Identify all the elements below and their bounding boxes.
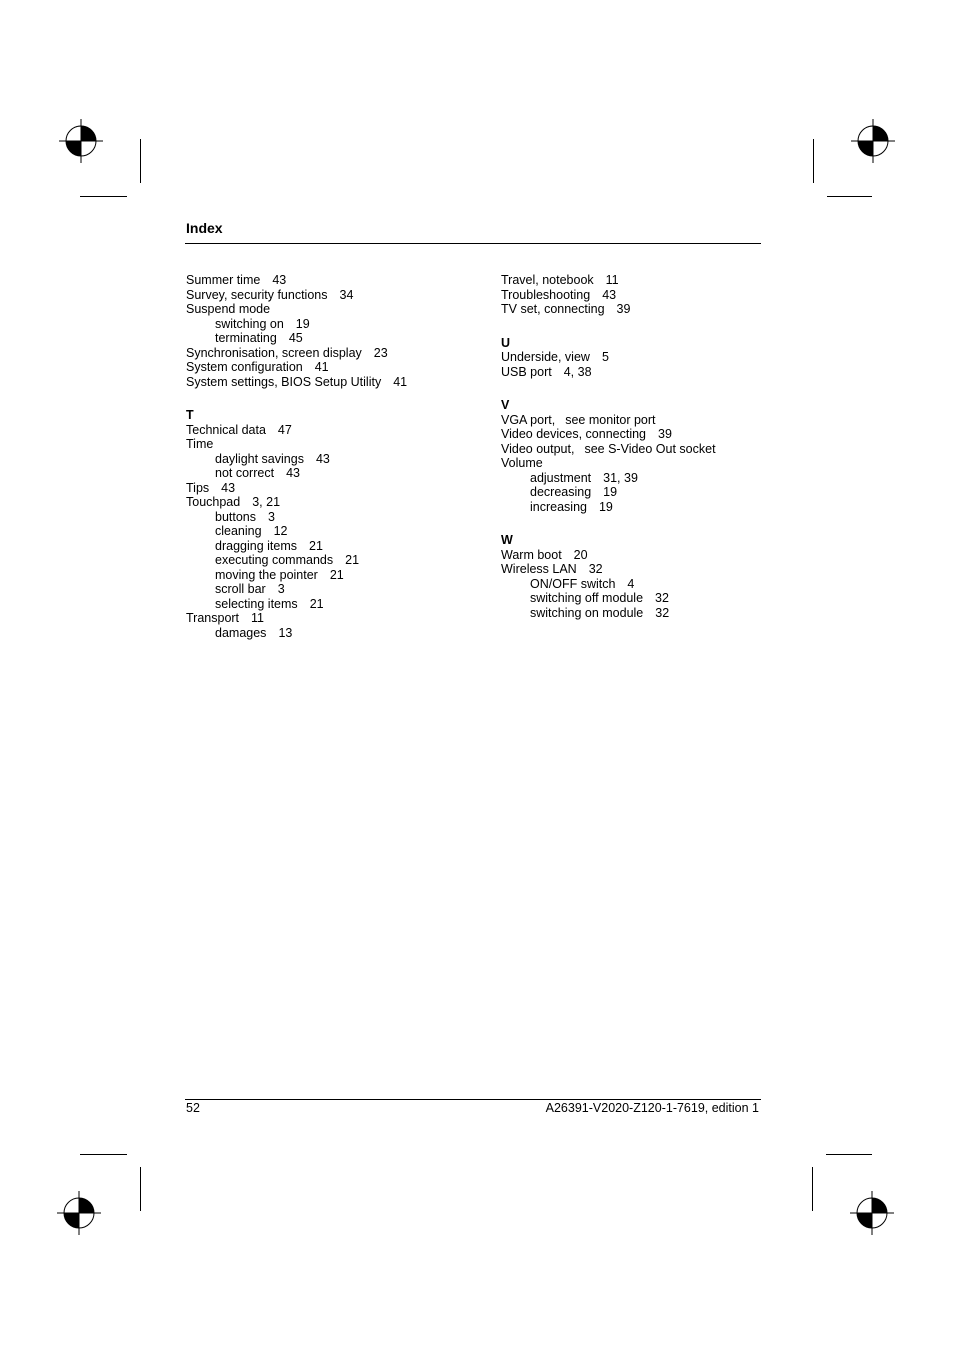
index-page-ref: 39 bbox=[658, 427, 672, 441]
index-subentry bbox=[186, 331, 486, 346]
index-subentry bbox=[186, 539, 486, 554]
index-term: Underside, view bbox=[501, 350, 590, 364]
index-see-reference: see S-Video Out socket bbox=[584, 441, 716, 456]
index-term: Troubleshooting bbox=[501, 287, 591, 302]
index-page-ref: 41 bbox=[393, 374, 408, 389]
index-page-ref: 39 bbox=[616, 302, 631, 316]
index-term: System settings, BIOS Setup Utility bbox=[186, 374, 382, 389]
index-subentry bbox=[186, 466, 486, 481]
crop-mark bbox=[812, 1167, 813, 1211]
index-term: damages bbox=[215, 625, 267, 640]
index-page-ref: 34 bbox=[339, 287, 354, 302]
index-see-reference: see monitor port bbox=[565, 412, 656, 427]
index-letter-heading: V bbox=[501, 398, 510, 412]
index-entry bbox=[186, 302, 486, 317]
index-page-ref: 43 bbox=[286, 466, 300, 480]
index-page-ref: 32 bbox=[655, 591, 669, 605]
index-page-ref: 23 bbox=[373, 345, 388, 360]
index-letter-heading: W bbox=[501, 533, 513, 547]
crop-mark bbox=[80, 1154, 127, 1155]
index-term: moving the pointer bbox=[215, 567, 318, 582]
index-page-ref: 20 bbox=[573, 547, 588, 562]
index-term: Time bbox=[186, 437, 214, 451]
crop-mark bbox=[826, 1154, 872, 1155]
index-entry bbox=[186, 495, 486, 510]
index-page-ref: 4, 38 bbox=[563, 364, 592, 379]
index-term: daylight savings bbox=[215, 451, 304, 466]
index-term: System configuration bbox=[186, 360, 303, 374]
index-entry bbox=[186, 611, 486, 626]
index-term: buttons bbox=[215, 509, 257, 524]
index-term: increasing bbox=[530, 499, 587, 514]
index-subentry bbox=[186, 317, 486, 332]
crop-mark bbox=[827, 196, 872, 197]
index-term: executing commands bbox=[215, 553, 334, 567]
index-entry bbox=[186, 360, 486, 375]
index-page-ref: 19 bbox=[295, 316, 310, 331]
registration-mark-icon bbox=[850, 1191, 894, 1235]
index-entry bbox=[501, 288, 761, 303]
index-page-ref: 12 bbox=[273, 524, 288, 538]
index-term: Summer time bbox=[186, 273, 261, 287]
index-term: switching on bbox=[215, 316, 284, 331]
index-page-ref: 43 bbox=[272, 273, 287, 287]
index-entry bbox=[186, 288, 486, 303]
index-entry bbox=[501, 302, 761, 317]
index-page-ref: 19 bbox=[598, 499, 613, 514]
index-subentry bbox=[186, 568, 486, 583]
index-page-ref: 21 bbox=[309, 538, 323, 553]
index-column-right bbox=[501, 273, 761, 620]
index-entry bbox=[501, 350, 761, 365]
index-page-ref: 41 bbox=[314, 360, 329, 374]
index-entry bbox=[501, 273, 761, 288]
header-rule bbox=[185, 243, 761, 244]
index-page-ref: 21 bbox=[309, 596, 324, 611]
index-page-ref: 31, 39 bbox=[603, 470, 638, 485]
index-page-ref: 43 bbox=[315, 451, 330, 466]
index-term: Warm boot bbox=[501, 547, 562, 562]
index-subentry bbox=[501, 591, 761, 606]
index-term: USB port bbox=[501, 364, 552, 379]
index-column-left bbox=[186, 273, 486, 640]
crop-mark bbox=[813, 139, 814, 183]
index-page-ref: 47 bbox=[277, 422, 292, 437]
index-term: scroll bar bbox=[215, 582, 266, 596]
index-page-ref: 11 bbox=[251, 611, 265, 625]
index-term: ON/OFF switch bbox=[530, 576, 616, 591]
index-term: decreasing bbox=[530, 485, 592, 499]
index-page-ref: 32 bbox=[655, 605, 670, 620]
index-subentry bbox=[186, 524, 486, 539]
index-entry bbox=[501, 365, 761, 380]
index-term: cleaning bbox=[215, 524, 262, 538]
index-entry bbox=[501, 562, 761, 577]
index-entry bbox=[186, 273, 486, 288]
index-term: Suspend mode bbox=[186, 302, 271, 316]
registration-mark-icon bbox=[59, 119, 103, 163]
index-term: Video devices, connecting bbox=[501, 427, 647, 441]
index-entry bbox=[501, 413, 761, 428]
index-term: Touchpad bbox=[186, 495, 241, 509]
crop-mark bbox=[80, 196, 127, 197]
index-page-ref: 32 bbox=[588, 562, 603, 576]
index-term: Synchronisation, screen display bbox=[186, 345, 362, 360]
index-page-ref: 3, 21 bbox=[252, 495, 281, 509]
index-subentry bbox=[501, 485, 761, 500]
index-entry bbox=[186, 481, 486, 496]
index-term: switching off module bbox=[530, 591, 644, 605]
index-term: Wireless LAN bbox=[501, 562, 577, 576]
index-page-ref: 19 bbox=[603, 485, 618, 499]
index-page-ref: 3 bbox=[277, 582, 285, 596]
index-page-ref: 13 bbox=[278, 625, 293, 640]
crop-mark bbox=[140, 1167, 141, 1211]
index-page-ref: 45 bbox=[288, 331, 303, 345]
index-term: Survey, security functions bbox=[186, 287, 328, 302]
index-subentry bbox=[501, 500, 761, 515]
index-entry bbox=[186, 423, 486, 438]
index-subentry bbox=[186, 510, 486, 525]
registration-mark-icon bbox=[57, 1191, 101, 1235]
index-term: switching on module bbox=[530, 605, 644, 620]
index-page-ref: 5 bbox=[601, 350, 609, 364]
index-entry bbox=[186, 375, 486, 390]
index-term: Video output, bbox=[501, 441, 575, 456]
index-entry bbox=[501, 548, 761, 563]
index-subentry bbox=[186, 626, 486, 641]
index-letter-heading: U bbox=[501, 335, 511, 350]
index-entry bbox=[501, 427, 761, 442]
index-subentry bbox=[186, 553, 486, 568]
index-letter-heading: T bbox=[186, 408, 194, 422]
index-term: Tips bbox=[186, 480, 210, 495]
index-term: VGA port, bbox=[501, 412, 556, 427]
index-entry bbox=[501, 456, 761, 471]
crop-mark bbox=[140, 139, 141, 183]
index-page-ref: 43 bbox=[221, 480, 236, 495]
index-term: selecting items bbox=[215, 596, 298, 611]
page-number: 52 bbox=[186, 1101, 200, 1115]
index-subentry bbox=[186, 597, 486, 612]
index-page-ref: 21 bbox=[345, 553, 360, 567]
index-page-ref: 43 bbox=[602, 287, 617, 302]
index-page-ref: 3 bbox=[268, 509, 275, 524]
index-entry bbox=[186, 437, 486, 452]
index-subentry bbox=[501, 471, 761, 486]
index-term: terminating bbox=[215, 331, 277, 345]
index-term: dragging items bbox=[215, 538, 297, 553]
index-term: adjustment bbox=[530, 470, 592, 485]
index-term: not correct bbox=[215, 466, 275, 480]
index-entry bbox=[186, 346, 486, 361]
document-id: A26391-V2020-Z120-1-7619, edition 1 bbox=[545, 1101, 759, 1115]
index-page-ref: 11 bbox=[605, 273, 619, 287]
index-subentry bbox=[186, 452, 486, 467]
index-subentry bbox=[501, 577, 761, 592]
index-page-ref: 4 bbox=[627, 576, 635, 591]
index-term: Travel, notebook bbox=[501, 273, 594, 287]
index-term: Technical data bbox=[186, 422, 266, 437]
index-term: Transport bbox=[186, 611, 240, 625]
registration-mark-icon bbox=[851, 119, 895, 163]
index-entry bbox=[501, 442, 761, 457]
index-term: Volume bbox=[501, 456, 543, 470]
index-subentry bbox=[501, 606, 761, 621]
index-term: TV set, connecting bbox=[501, 302, 605, 316]
footer-rule bbox=[185, 1099, 761, 1100]
index-page-ref: 21 bbox=[329, 567, 344, 582]
index-subentry bbox=[186, 582, 486, 597]
page-title: Index bbox=[186, 220, 223, 236]
